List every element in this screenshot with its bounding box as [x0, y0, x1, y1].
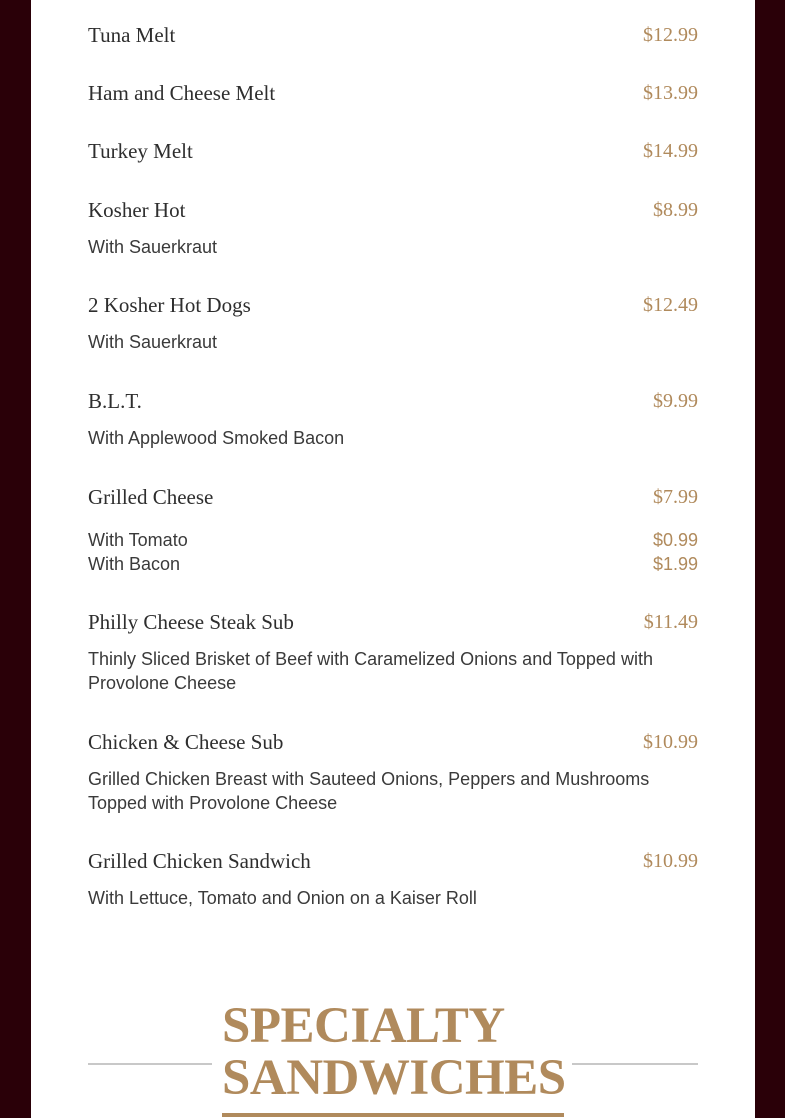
menu-item-blt — [88, 389, 698, 450]
divider-right — [572, 1063, 698, 1065]
option-row — [88, 552, 698, 576]
item-name: Grilled Chicken Sandwich — [88, 849, 311, 873]
item-description: Thinly Sliced Brisket of Beef with Caramelized Onions and Topped with Provolone Cheese — [88, 649, 653, 693]
section-title-line2: SANDWICHES — [222, 1050, 566, 1106]
option-label: With Bacon — [88, 554, 181, 574]
item-description: With Applewood Smoked Bacon — [88, 428, 345, 448]
menu-item-philly-cheese-steak — [88, 610, 698, 695]
menu-item-grilled-chicken-sandwich — [88, 849, 698, 910]
item-description: Grilled Chicken Breast with Sauteed Onions, Peppers and Mushrooms Topped with Provolone Cheese — [88, 769, 650, 813]
item-name: Turkey Melt — [88, 139, 193, 163]
item-price: $10.99 — [643, 731, 698, 753]
item-name: Grilled Cheese — [88, 485, 214, 509]
item-price: $7.99 — [653, 486, 698, 508]
item-price: $9.99 — [653, 390, 698, 412]
menu-page — [31, 0, 755, 1118]
section-title — [222, 1000, 564, 1104]
item-price: $10.99 — [643, 850, 698, 872]
option-row — [88, 528, 698, 552]
item-description: With Lettuce, Tomato and Onion on a Kaiser Roll — [88, 888, 477, 908]
item-name: Philly Cheese Steak Sub — [88, 610, 294, 634]
menu-item-kosher-hot — [88, 198, 698, 259]
item-price: $12.49 — [643, 294, 698, 316]
item-name: Chicken & Cheese Sub — [88, 730, 284, 754]
option-price: $0.99 — [652, 530, 698, 550]
menu-item-grilled-cheese — [88, 485, 698, 576]
item-price: $14.99 — [643, 140, 698, 162]
item-name: B.L.T. — [88, 389, 142, 413]
title-underline — [222, 1113, 564, 1117]
divider-left — [88, 1063, 212, 1065]
item-price: $12.99 — [643, 24, 698, 46]
item-name: 2 Kosher Hot Dogs — [88, 293, 251, 317]
menu-item-kosher-hot-dogs — [88, 293, 698, 354]
section-title-line1: SPECIALTY — [222, 998, 505, 1054]
item-name: Tuna Melt — [88, 23, 176, 47]
option-label: With Tomato — [88, 530, 188, 550]
item-description: With Sauerkraut — [88, 237, 218, 257]
menu-item-turkey-melt — [88, 139, 698, 163]
item-description: With Sauerkraut — [88, 332, 218, 352]
item-price: $11.49 — [643, 611, 698, 633]
item-name: Kosher Hot — [88, 198, 186, 222]
item-price: $13.99 — [643, 82, 698, 104]
menu-item-chicken-cheese-sub — [88, 730, 698, 815]
menu-item-tuna-melt — [88, 23, 698, 47]
option-price: $1.99 — [652, 554, 698, 574]
menu-item-ham-cheese-melt — [88, 81, 698, 105]
section-heading — [88, 996, 698, 1118]
item-name: Ham and Cheese Melt — [88, 81, 276, 105]
item-price: $8.99 — [653, 199, 698, 221]
